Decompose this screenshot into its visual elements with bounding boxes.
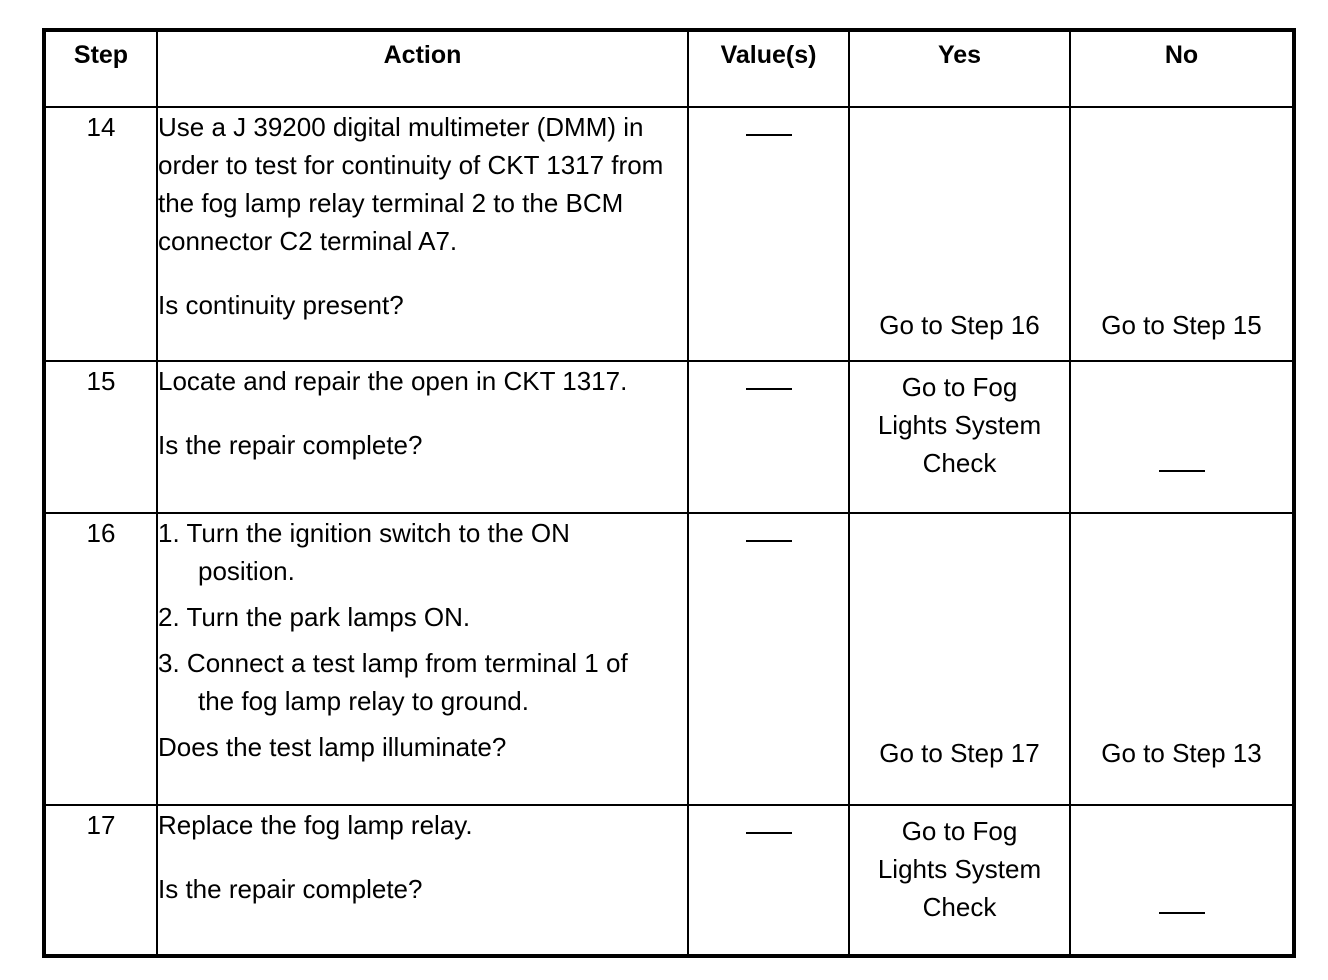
value-cell: [688, 513, 849, 805]
blank-line: [1159, 890, 1205, 914]
action-text: Replace the fog lamp relay.: [158, 810, 473, 840]
yes-cell: [849, 361, 1070, 513]
header-no: No: [1070, 30, 1294, 107]
header-values: Value(s): [688, 30, 849, 107]
blank-line: [746, 810, 792, 834]
action-question: Does the test lamp illuminate?: [158, 732, 507, 762]
action-question: Is the repair complete?: [158, 430, 423, 460]
header-action: Action: [157, 30, 688, 107]
step-number: 15: [44, 361, 157, 513]
yes-cell: [849, 805, 1070, 956]
no-cell: [1070, 107, 1294, 361]
action-cell: [157, 107, 688, 361]
list-item: 1. Turn the ignition switch to the ON position.: [158, 518, 570, 586]
yes-cell: [849, 107, 1070, 361]
action-question: Is continuity present?: [158, 290, 404, 320]
no-cell: [1070, 805, 1294, 956]
diagnostic-table: [42, 28, 1296, 958]
blank-line: [746, 112, 792, 136]
header-yes: Yes: [849, 30, 1070, 107]
yes-cell: [849, 513, 1070, 805]
value-cell: [688, 107, 849, 361]
blank-line: [1159, 448, 1205, 472]
value-cell: [688, 361, 849, 513]
blank-line: [746, 366, 792, 390]
step-number: 16: [44, 513, 157, 805]
no-text: Go to Step 13: [1101, 738, 1262, 768]
action-cell: [157, 361, 688, 513]
yes-text: Go to Fog Lights System Check: [877, 816, 1042, 922]
table-row: [44, 107, 1294, 361]
header-row: [44, 30, 1294, 107]
value-cell: [688, 805, 849, 956]
no-cell: [1070, 361, 1294, 513]
table-row: [44, 513, 1294, 805]
blank-line: [746, 518, 792, 542]
no-cell: [1070, 513, 1294, 805]
action-question: Is the repair complete?: [158, 874, 423, 904]
table-row: [44, 361, 1294, 513]
yes-text: Go to Step 16: [879, 310, 1040, 340]
step-number: 17: [44, 805, 157, 956]
action-text: Use a J 39200 digital multimeter (DMM) in order to test for continuity of CKT 1317 from the fog lamp relay terminal 2 to the BCM connector C2 terminal A7.: [158, 112, 664, 256]
list-item: 3. Connect a test lamp from terminal 1 of the fog lamp relay to ground.: [158, 648, 628, 716]
list-item: 2. Turn the park lamps ON.: [158, 602, 471, 632]
action-text: Locate and repair the open in CKT 1317.: [158, 366, 628, 396]
yes-text: Go to Step 17: [879, 738, 1040, 768]
step-number: 14: [44, 107, 157, 361]
yes-text: Go to Fog Lights System Check: [877, 372, 1042, 478]
header-step: Step: [44, 30, 157, 107]
action-cell: [157, 513, 688, 805]
table-row: [44, 805, 1294, 956]
no-text: Go to Step 15: [1101, 310, 1262, 340]
action-cell: [157, 805, 688, 956]
